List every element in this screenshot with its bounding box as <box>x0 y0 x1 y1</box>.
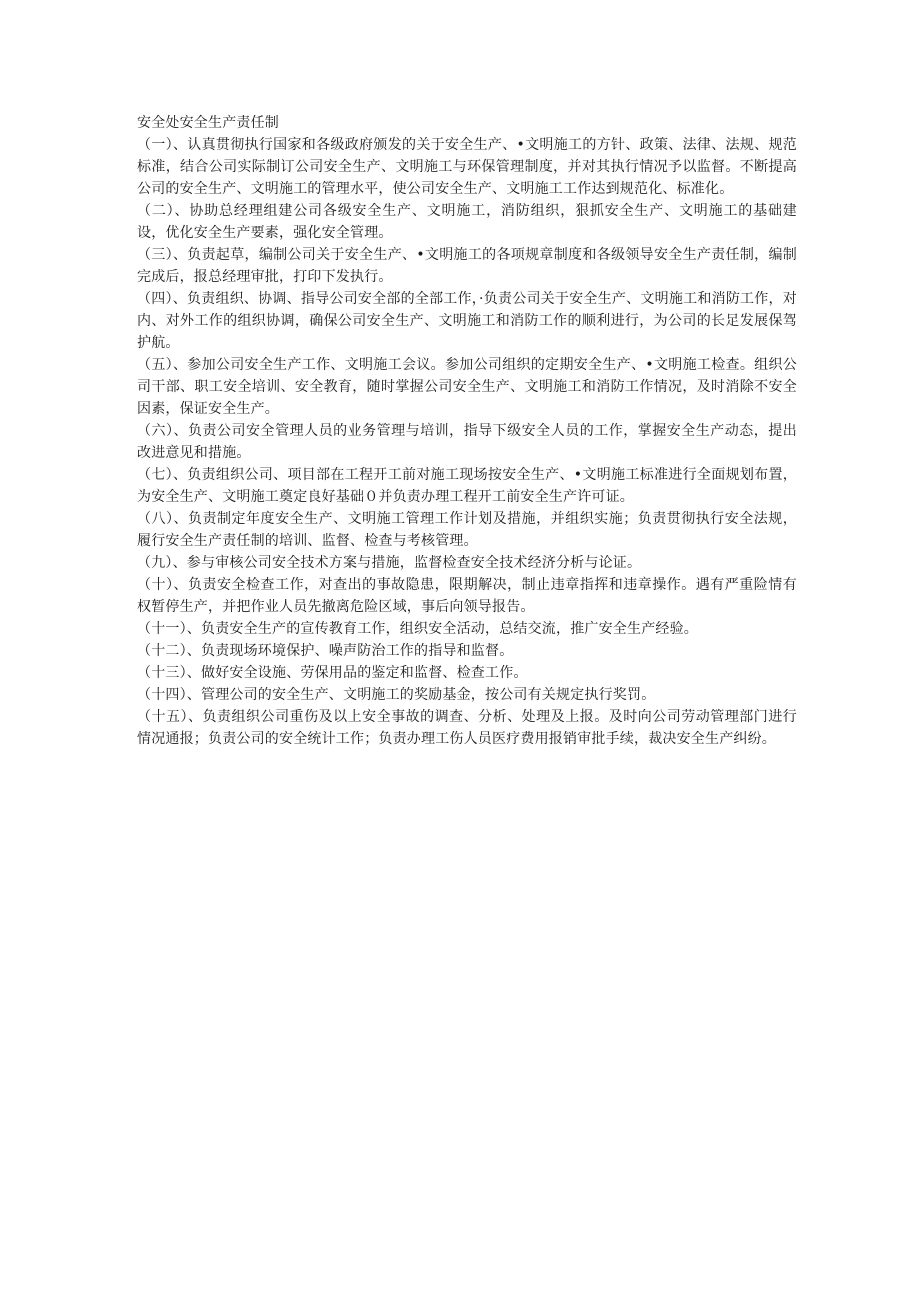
document-page <box>137 112 797 750</box>
clause-5: （五）、参加公司安全生产工作、文明施工会议。参加公司组织的定期安全生产、•文明施工检查。组织公司干部、职工安全培训、安全教育，随时掌握公司安全生产、文明施工和消防工作情况，及时消除不安全因素，保证安全生产。 <box>137 357 797 417</box>
clause-9: （九）、参与审核公司安全技术方案与措施，监督检查安全技术经济分析与论证。 <box>137 555 642 571</box>
clause-11: （十一）、负责安全生产的宣传教育工作，组织安全活动，总结交流，推广安全生产经验。 <box>137 621 698 637</box>
clause-7: （七）、负责组织公司、项目部在工程开工前对施工现场按安全生产、•文明施工标准进行全面规划布置，为安全生产、文明施工奠定良好基础０并负责办理工程开工前安全生产许可证。 <box>137 467 797 505</box>
clause-13: （十三）、做好安全设施、劳保用品的鉴定和监督、检查工作。 <box>137 665 528 681</box>
document-title: 安全处安全生产责任制 <box>137 115 279 131</box>
clause-3: （三）、负责起草，编制公司关于安全生产、•文明施工的各项规章制度和各级领导安全生产责任制，编制完成后，报总经理审批，打印下发执行。 <box>137 247 797 285</box>
clause-10: （十）、负责安全检查工作，对查出的事故隐患，限期解决，制止违章指挥和违章操作。遇有严重险情有权暂停生产，并把作业人员先撤离危险区域，事后向领导报告。 <box>137 577 797 615</box>
clause-2: （二）、协助总经理组建公司各级安全生产、文明施工，消防组织，狠抓安全生产、文明施工的基础建设，优化安全生产要素，强化安全管理。 <box>137 203 797 241</box>
clause-1: （一）、认真贯彻执行国家和各级政府颁发的关于安全生产、•文明施工的方针、政策、法律、法规、规范标准，结合公司实际制订公司安全生产、文明施工与环保管理制度，并对其执行情况予以监督。不断提高公司的安全生产、文明施工的管理水平，使公司安全生产、文明施工工作达到规范化、标准化。 <box>137 137 797 197</box>
clause-12: （十二）、负责现场环境保护、噪声防治工作的指导和监督。 <box>137 643 514 659</box>
clause-15: （十五）、负责组织公司重伤及以上安全事故的调查、分析、处理及上报。及时向公司劳动管理部门进行情况通报；负责公司的安全统计工作；负责办理工伤人员医疗费用报销审批手续，裁决安全生产纠纷。 <box>137 709 797 747</box>
clause-4: （四）、负责组织、协调、指导公司安全部的全部工作，·负责公司关于安全生产、文明施工和消防工作，对内、对外工作的组织协调，确保公司安全生产、文明施工和消防工作的顺利进行，为公司的长足发展保驾护航。 <box>137 291 797 351</box>
clause-14: （十四）、管理公司的安全生产、文明施工的奖励基金，按公司有关规定执行奖罚。 <box>137 687 656 703</box>
clause-6: （六）、负责公司安全管理人员的业务管理与培训，指导下级安全人员的工作，掌握安全生产动态，提出改进意见和措施。 <box>137 423 797 461</box>
clause-8: （八）、负责制定年度安全生产、文明施工管理工作计划及措施，并组织实施；负责贯彻执行安全法规，履行安全生产责任制的培训、监督、检查与考核管理。 <box>137 511 797 549</box>
